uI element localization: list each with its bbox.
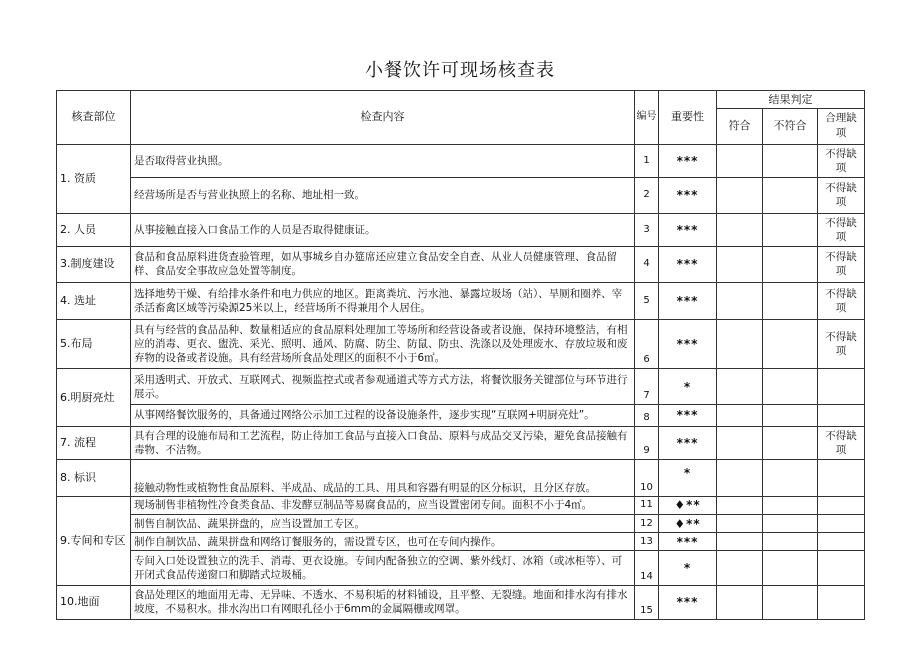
content-cell: 选择地势干燥、有给排水条件和电力供应的地区。距离粪坑、污水池、暴露垃圾场（站）、旱厕和圈养、宰杀活畜禽区域等污染源25米以上，经营场所不得兼用个人居住。: [131, 282, 635, 319]
content-cell: 具有合理的设施布局和工艺流程，防止待加工食品与直接入口食品、原料与成品交叉污染，避免食品接触有毒物、不洁物。: [131, 427, 635, 460]
number-cell: 9: [635, 427, 659, 460]
importance-cell: ***: [659, 427, 717, 460]
missing-cell: 不得缺项: [818, 282, 865, 319]
number-cell: 8: [635, 404, 659, 426]
nonconform-cell[interactable]: [763, 533, 818, 551]
header-reasonable-missing: 合理缺项: [818, 109, 865, 144]
importance-cell: *: [659, 460, 717, 496]
content-cell: 专间入口处设置独立的洗手、消毒、更衣设施。专间内配备独立的空调、紫外线灯、冰箱（或冰柜等）、可开闭式食品传递窗口和脚踏式垃圾桶。: [131, 551, 635, 585]
category-cell: 8. 标识: [57, 460, 131, 496]
content-cell: 采用透明式、开放式、互联网式、视频监控式或者参观通道式等方式方法，将餐饮服务关键部位与环节进行展示。: [131, 369, 635, 404]
importance-cell: ***: [659, 585, 717, 619]
table-row: [57, 404, 865, 426]
nonconform-cell[interactable]: [763, 460, 818, 496]
conform-cell[interactable]: [717, 404, 763, 426]
table-row: [57, 427, 865, 460]
missing-cell: 不得缺项: [818, 177, 865, 213]
nonconform-cell[interactable]: [763, 514, 818, 532]
missing-cell: [818, 514, 865, 532]
importance-cell: ***: [659, 177, 717, 213]
header-row-1: [57, 91, 865, 109]
content-cell: 制售自制饮品、蔬果拼盘的，应当设置加工专区。: [131, 514, 635, 532]
header-dept: 核查部位: [57, 91, 131, 145]
page-title: 小餐饮许可现场核查表: [365, 60, 555, 81]
category-cell: 5.布局: [57, 320, 131, 369]
missing-cell: [818, 585, 865, 619]
importance-cell: ***: [659, 533, 717, 551]
number-cell: 1: [635, 144, 659, 177]
conform-cell[interactable]: [717, 514, 763, 532]
missing-cell: [818, 533, 865, 551]
table-row: [57, 585, 865, 619]
table-row: [57, 460, 865, 496]
table-row: [57, 214, 865, 247]
content-cell: 制作自制饮品、蔬果拼盘和网络订餐服务的，需设置专区，也可在专间内操作。: [131, 533, 635, 551]
header-number: 编号: [635, 91, 659, 145]
conform-cell[interactable]: [717, 496, 763, 514]
number-cell: 11: [635, 496, 659, 514]
importance-cell: ***: [659, 282, 717, 319]
category-cell: 10.地面: [57, 585, 131, 619]
category-cell: 3.制度建设: [57, 247, 131, 282]
category-cell: 2. 人员: [57, 214, 131, 247]
importance-cell: *: [659, 551, 717, 585]
table-row: [57, 551, 865, 585]
header-content: 检查内容: [131, 91, 635, 145]
category-cell: 7. 流程: [57, 427, 131, 460]
conform-cell[interactable]: [717, 551, 763, 585]
conform-cell[interactable]: [717, 585, 763, 619]
missing-cell: 不得缺项: [818, 320, 865, 369]
table-row: [57, 533, 865, 551]
number-cell: 13: [635, 533, 659, 551]
conform-cell[interactable]: [717, 369, 763, 404]
nonconform-cell[interactable]: [763, 427, 818, 460]
importance-cell: ***: [659, 404, 717, 426]
missing-cell: [818, 369, 865, 404]
table-row: [57, 177, 865, 213]
conform-cell[interactable]: [717, 177, 763, 213]
content-cell: 现场制售非植物性冷食类食品、非发酵豆制品等易腐食品的，应当设置密闭专间。面积不小于4㎡。: [131, 496, 635, 514]
conform-cell[interactable]: [717, 144, 763, 177]
table-row: [57, 282, 865, 319]
header-conform: 符合: [717, 109, 763, 144]
category-cell: 6.明厨亮灶: [57, 369, 131, 427]
content-cell: 从事接触直接入口食品工作的人员是否取得健康证。: [131, 214, 635, 247]
missing-cell: 不得缺项: [818, 214, 865, 247]
content-cell: 食品处理区的地面用无毒、无异味、不透水、不易积垢的材料铺设，且平整、无裂缝。地面和排水沟有排水坡度，不易积水。排水沟出口有网眼孔径小于6mm的金属隔栅或网罩。: [131, 585, 635, 619]
missing-cell: [818, 551, 865, 585]
category-cell: 9.专间和专区: [57, 496, 131, 585]
nonconform-cell[interactable]: [763, 214, 818, 247]
number-cell: 3: [635, 214, 659, 247]
number-cell: 5: [635, 282, 659, 319]
conform-cell[interactable]: [717, 427, 763, 460]
missing-cell: 不得缺项: [818, 247, 865, 282]
number-cell: 10: [635, 460, 659, 496]
importance-cell: ***: [659, 214, 717, 247]
nonconform-cell[interactable]: [763, 144, 818, 177]
number-cell: 7: [635, 369, 659, 404]
conform-cell[interactable]: [717, 320, 763, 369]
importance-cell: ***: [659, 144, 717, 177]
content-cell: 从事网络餐饮服务的，具备通过网络公示加工过程的设备设施条件，逐步实现“互联网+明厨亮灶”。: [131, 404, 635, 426]
number-cell: 12: [635, 514, 659, 532]
nonconform-cell[interactable]: [763, 282, 818, 319]
missing-cell: 不得缺项: [818, 144, 865, 177]
number-cell: 15: [635, 585, 659, 619]
table-row: [57, 369, 865, 404]
nonconform-cell[interactable]: [763, 496, 818, 514]
nonconform-cell[interactable]: [763, 177, 818, 213]
table-row: [57, 514, 865, 532]
nonconform-cell[interactable]: [763, 320, 818, 369]
conform-cell[interactable]: [717, 460, 763, 496]
header-nonconform: 不符合: [763, 109, 818, 144]
header-result: 结果判定: [717, 91, 865, 109]
number-cell: 14: [635, 551, 659, 585]
table-row: [57, 144, 865, 177]
header-importance: 重要性: [659, 91, 717, 145]
importance-cell: *: [659, 369, 717, 404]
missing-cell: 不得缺项: [818, 427, 865, 460]
number-cell: 2: [635, 177, 659, 213]
conform-cell[interactable]: [717, 282, 763, 319]
conform-cell[interactable]: [717, 247, 763, 282]
table-row: [57, 320, 865, 369]
table-row: [57, 496, 865, 514]
number-cell: 4: [635, 247, 659, 282]
content-cell: 接触动物性或植物性食品原料、半成品、成品的工具、用具和容器有明显的区分标识，且分区存放。: [131, 460, 635, 496]
category-cell: 4. 选址: [57, 282, 131, 319]
inspection-table: [56, 90, 865, 620]
content-cell: 食品和食品原料进货查验管理，如从事城乡自办筵席还应建立食品安全自查、从业人员健康管理、食品留样、食品安全事故应急处置等制度。: [131, 247, 635, 282]
table-row: [57, 247, 865, 282]
content-cell: 是否取得营业执照。: [131, 144, 635, 177]
nonconform-cell[interactable]: [763, 369, 818, 404]
nonconform-cell[interactable]: [763, 551, 818, 585]
nonconform-cell[interactable]: [763, 585, 818, 619]
importance-cell: ♦**: [659, 514, 717, 532]
conform-cell[interactable]: [717, 214, 763, 247]
category-cell: 1. 资质: [57, 144, 131, 214]
content-cell: 经营场所是否与营业执照上的名称、地址相一致。: [131, 177, 635, 213]
importance-cell: ♦**: [659, 496, 717, 514]
nonconform-cell[interactable]: [763, 247, 818, 282]
importance-cell: ***: [659, 247, 717, 282]
content-cell: 具有与经营的食品品种、数量相适应的食品原料处理加工等场所和经营设备或者设施，保持环境整洁，有相应的消毒、更衣、盥洗、采光、照明、通风、防腐、防尘、防鼠、防虫、洗涤以及处理废水、存放垃圾和废弃物的设备或者设施。具有经营场所食品处理区的面积不小于6㎡。: [131, 320, 635, 369]
importance-cell: ***: [659, 320, 717, 369]
number-cell: 6: [635, 320, 659, 369]
missing-cell: [818, 404, 865, 426]
nonconform-cell[interactable]: [763, 404, 818, 426]
missing-cell: [818, 496, 865, 514]
missing-cell: [818, 460, 865, 496]
conform-cell[interactable]: [717, 533, 763, 551]
